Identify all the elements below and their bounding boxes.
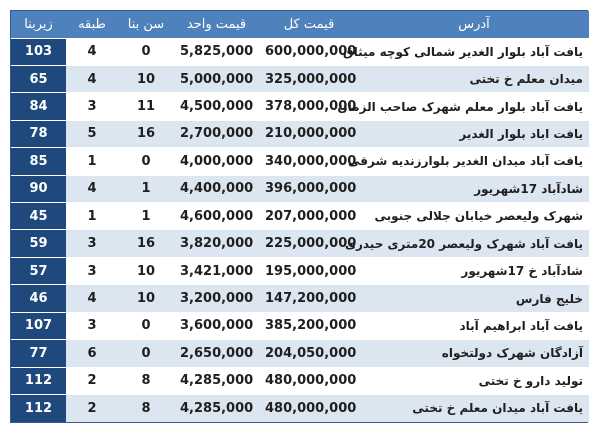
cell-floor: 3 bbox=[66, 257, 118, 284]
cell-total-price: 210,000,000 bbox=[259, 120, 359, 147]
cell-floor: 2 bbox=[66, 367, 118, 394]
cell-unit-price: 5,825,000 bbox=[174, 38, 259, 65]
cell-unit-price: 3,600,000 bbox=[174, 312, 259, 339]
cell-age: 0 bbox=[118, 38, 174, 65]
cell-age: 16 bbox=[118, 230, 174, 257]
cell-total-price: 340,000,000 bbox=[259, 148, 359, 175]
cell-total-price: 385,200,000 bbox=[259, 312, 359, 339]
cell-address: تولید دارو خ تختی bbox=[359, 367, 589, 394]
cell-area: 77 bbox=[11, 340, 66, 367]
table-row bbox=[11, 38, 589, 65]
cell-total-price: 204,050,000 bbox=[259, 340, 359, 367]
cell-address: یافت اباد بلوار الغدیر bbox=[359, 120, 589, 147]
cell-total-price: 600,000,000 bbox=[259, 38, 359, 65]
table-row bbox=[11, 285, 589, 312]
header-address: آدرس bbox=[359, 11, 589, 38]
cell-address: یافت آباد ابراهیم آباد bbox=[359, 312, 589, 339]
header-unit-price: قیمت واحد bbox=[174, 11, 259, 38]
cell-address: یافت آباد بلوار الغدیر شمالی کوچه میثاق bbox=[359, 38, 589, 65]
cell-total-price: 480,000,000 bbox=[259, 394, 359, 422]
cell-floor: 4 bbox=[66, 38, 118, 65]
cell-area: 84 bbox=[11, 93, 66, 120]
table-row bbox=[11, 312, 589, 339]
cell-unit-price: 3,820,000 bbox=[174, 230, 259, 257]
cell-floor: 2 bbox=[66, 394, 118, 422]
cell-area: 85 bbox=[11, 148, 66, 175]
cell-total-price: 207,000,000 bbox=[259, 203, 359, 230]
cell-address: شادآباد خ 17شهریور bbox=[359, 257, 589, 284]
cell-area: 46 bbox=[11, 285, 66, 312]
table-row bbox=[11, 394, 589, 422]
cell-age: 10 bbox=[118, 257, 174, 284]
table-row bbox=[11, 340, 589, 367]
cell-area: 78 bbox=[11, 120, 66, 147]
cell-address: شادآباد 17شهریور bbox=[359, 175, 589, 202]
cell-unit-price: 4,500,000 bbox=[174, 93, 259, 120]
cell-age: 0 bbox=[118, 148, 174, 175]
cell-area: 59 bbox=[11, 230, 66, 257]
cell-unit-price: 2,700,000 bbox=[174, 120, 259, 147]
cell-floor: 3 bbox=[66, 230, 118, 257]
cell-address: شهرک ولیعصر خیابان جلالی جنوبی bbox=[359, 203, 589, 230]
cell-floor: 4 bbox=[66, 175, 118, 202]
cell-total-price: 396,000,000 bbox=[259, 175, 359, 202]
cell-total-price: 147,200,000 bbox=[259, 285, 359, 312]
cell-total-price: 480,000,000 bbox=[259, 367, 359, 394]
cell-address: یافت آباد بلوار معلم شهرک صاحب الزمان bbox=[359, 93, 589, 120]
cell-floor: 4 bbox=[66, 285, 118, 312]
cell-age: 11 bbox=[118, 93, 174, 120]
cell-address: یافت آباد شهرک ولیعصر 20متری حیدری bbox=[359, 230, 589, 257]
table-row bbox=[11, 148, 589, 175]
cell-unit-price: 4,285,000 bbox=[174, 367, 259, 394]
header-area: زیربنا bbox=[11, 11, 66, 38]
cell-age: 10 bbox=[118, 285, 174, 312]
cell-unit-price: 2,650,000 bbox=[174, 340, 259, 367]
cell-floor: 3 bbox=[66, 93, 118, 120]
listings-table bbox=[11, 11, 589, 422]
cell-address: یافت آباد میدان معلم خ تختی bbox=[359, 394, 589, 422]
cell-age: 0 bbox=[118, 312, 174, 339]
cell-area: 90 bbox=[11, 175, 66, 202]
cell-floor: 6 bbox=[66, 340, 118, 367]
cell-unit-price: 4,285,000 bbox=[174, 394, 259, 422]
table-row bbox=[11, 367, 589, 394]
table-row bbox=[11, 230, 589, 257]
cell-unit-price: 3,421,000 bbox=[174, 257, 259, 284]
header-age: سن بنا bbox=[118, 11, 174, 38]
cell-unit-price: 4,000,000 bbox=[174, 148, 259, 175]
cell-area: 45 bbox=[11, 203, 66, 230]
cell-age: 8 bbox=[118, 367, 174, 394]
cell-total-price: 378,000,000 bbox=[259, 93, 359, 120]
header-floor: طبقه bbox=[66, 11, 118, 38]
cell-unit-price: 4,400,000 bbox=[174, 175, 259, 202]
listings-table-frame bbox=[10, 10, 588, 423]
table-row bbox=[11, 175, 589, 202]
cell-age: 0 bbox=[118, 340, 174, 367]
cell-floor: 4 bbox=[66, 65, 118, 92]
cell-address: آزادگان شهرک دولتخواه bbox=[359, 340, 589, 367]
cell-floor: 3 bbox=[66, 312, 118, 339]
cell-total-price: 325,000,000 bbox=[259, 65, 359, 92]
cell-unit-price: 3,200,000 bbox=[174, 285, 259, 312]
table-row bbox=[11, 203, 589, 230]
cell-address: میدان معلم خ تختی bbox=[359, 65, 589, 92]
table-row bbox=[11, 120, 589, 147]
cell-age: 16 bbox=[118, 120, 174, 147]
cell-address: یافت آباد میدان الغدیر بلوارزندیه شرقی bbox=[359, 148, 589, 175]
cell-area: 103 bbox=[11, 38, 66, 65]
table-row bbox=[11, 257, 589, 284]
cell-area: 107 bbox=[11, 312, 66, 339]
cell-floor: 1 bbox=[66, 203, 118, 230]
cell-age: 8 bbox=[118, 394, 174, 422]
cell-area: 112 bbox=[11, 394, 66, 422]
cell-area: 65 bbox=[11, 65, 66, 92]
header-total-price: قیمت کل bbox=[259, 11, 359, 38]
cell-area: 112 bbox=[11, 367, 66, 394]
table-header-row bbox=[11, 11, 589, 38]
cell-age: 10 bbox=[118, 65, 174, 92]
cell-address: خلیج فارس bbox=[359, 285, 589, 312]
cell-unit-price: 5,000,000 bbox=[174, 65, 259, 92]
table-row bbox=[11, 93, 589, 120]
table-row bbox=[11, 65, 589, 92]
cell-age: 1 bbox=[118, 203, 174, 230]
cell-total-price: 225,000,000 bbox=[259, 230, 359, 257]
cell-total-price: 195,000,000 bbox=[259, 257, 359, 284]
cell-area: 57 bbox=[11, 257, 66, 284]
cell-floor: 1 bbox=[66, 148, 118, 175]
cell-age: 1 bbox=[118, 175, 174, 202]
cell-unit-price: 4,600,000 bbox=[174, 203, 259, 230]
cell-floor: 5 bbox=[66, 120, 118, 147]
